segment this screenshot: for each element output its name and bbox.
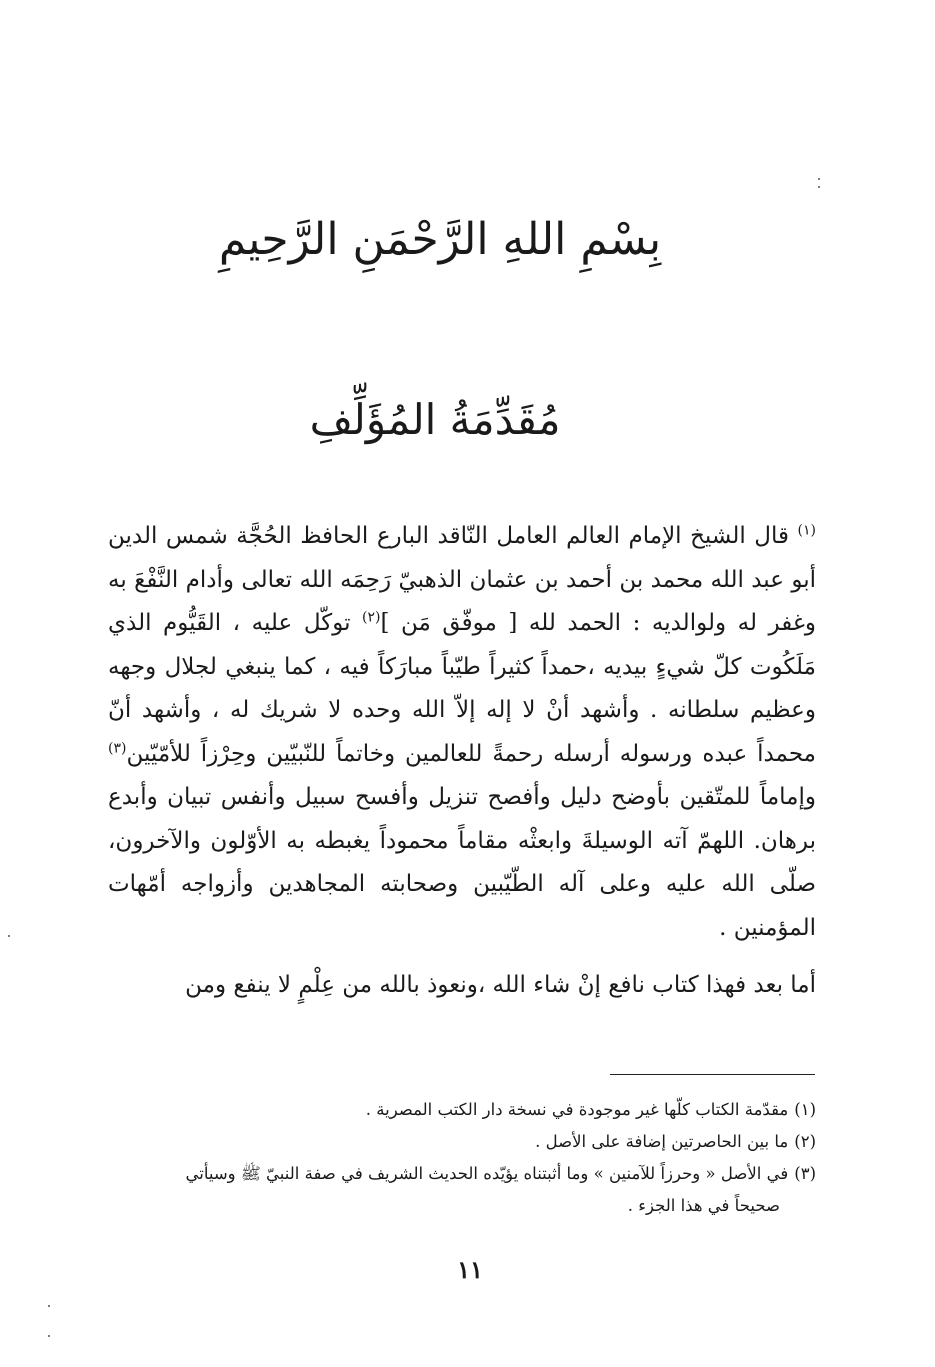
footnote-1 bbox=[108, 1094, 816, 1126]
footnote-text: مقدّمة الكتاب كلّها غير موجودة في نسخة دار الكتب المصرية . bbox=[365, 1100, 789, 1119]
chapter-title: مُقَدِّمَةُ المُؤَلِّفِ bbox=[309, 395, 561, 444]
page-number: ١١ bbox=[457, 1255, 483, 1284]
footnotes bbox=[108, 1094, 816, 1222]
scan-speck bbox=[818, 186, 820, 188]
footnote-ref-2: (٢) bbox=[362, 609, 381, 626]
basmala-heading: بِسْمِ اللهِ الرَّحْمَنِ الرَّحِيمِ bbox=[218, 214, 662, 265]
body-text bbox=[108, 515, 816, 1008]
footnote-3-continuation: صحيحاً في هذا الجزء . bbox=[627, 1196, 780, 1215]
footnote-ref-3: (٣) bbox=[108, 739, 127, 756]
footnote-3 bbox=[108, 1158, 816, 1190]
scan-speck bbox=[48, 1305, 50, 1307]
paragraph-intro-part-b: توكّل عليه ، القَيُّوم الذي مَلَكُوت كلّ شيءٍ بيديه ،حمداً كثيراً طيّباً مبارَكاً فيه ، كما ينبغي لجلال وجهه وعظيم سلطانه . وأشهد أنْ لا إله إلاّ الله وحده لا شريك له ، وأشهد أنّ محمداً عبده ورسوله أرسله رحمةً للعالمين وخاتماً للنّبيّين وحِرْزاً للأمّيّين bbox=[108, 610, 816, 767]
paragraph-amma-baad: أما بعد فهذا كتاب نافع إنْ شاء الله ،ونعوذ بالله من عِلْمٍ لا ينفع ومن bbox=[185, 972, 816, 998]
footnote-text: ما بين الحاصرتين إضافة على الأصل . bbox=[535, 1132, 789, 1151]
footnote-divider bbox=[610, 1074, 815, 1075]
paragraph-intro-part-a: قال الشيخ الإمام العالم العامل النّاقد البارع الحافظ الحُجَّة شمس الدين أبو عبد الله محمد بن أحمد بن عثمان الذهبيّ رَحِمَه الله تعالى وأدام النَّفْعَ به وغفر له ولوالديه : الحمد لله [ موفّق مَن ] bbox=[108, 523, 816, 636]
scan-speck bbox=[818, 178, 820, 180]
footnote-number: (٢) bbox=[794, 1132, 816, 1151]
paragraph-intro-part-c: وإماماً للمتّقين بأوضح دليل وأفصح تنزيل وأفسح سبيل وأنفس تبيان وأبدع برهان. اللهمّ آته الوسيلةَ وابعثْه مقاماً محموداً يغبطه به الأوّلون والآخرون، صلّى الله عليه وعلى آله الطّيّبين وصحابته المجاهدين وأزواجه أمّهات المؤمنين . bbox=[108, 784, 816, 941]
scan-speck bbox=[8, 935, 10, 937]
footnote-number: (١) bbox=[794, 1100, 816, 1119]
footnote-ref-1: (١) bbox=[797, 522, 816, 539]
footnote-2 bbox=[108, 1126, 816, 1158]
footnote-text: في الأصل « وحرزاً للآمنين » وما أثبتناه يؤيّده الحديث الشريف في صفة النبيّ ﷺ وسيأتي bbox=[185, 1164, 789, 1183]
footnote-number: (٣) bbox=[794, 1164, 816, 1183]
scan-speck bbox=[48, 1335, 50, 1337]
paragraph-intro bbox=[108, 515, 816, 950]
